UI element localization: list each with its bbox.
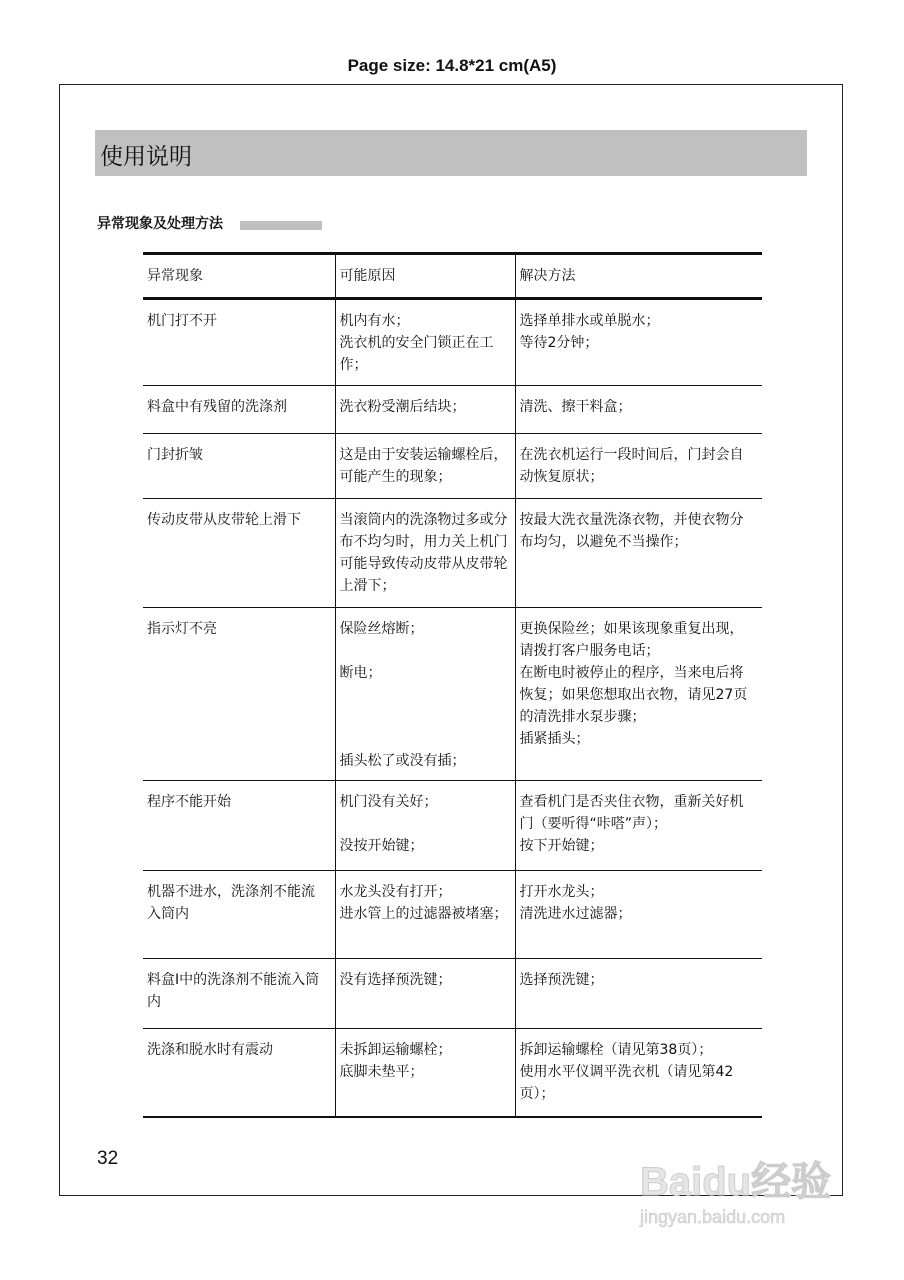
solution-line: 按最大洗衣量洗涤衣物，并使衣物分布均匀，以避免不当操作； bbox=[519, 512, 744, 550]
header-cause: 可能原因 bbox=[335, 254, 515, 299]
solution-line: 在洗衣机运行一段时间后，门封会自动恢复原状； bbox=[519, 447, 744, 485]
solution-cell bbox=[515, 608, 762, 781]
solution-cell bbox=[515, 871, 762, 959]
solution-cell bbox=[515, 499, 762, 608]
cause-line: 当滚筒内的洗涤物过多或分布不均匀时，用力关上机门可能导致传动皮带从皮带轮上滑下； bbox=[339, 512, 508, 594]
table-row bbox=[143, 386, 762, 434]
solution-cell bbox=[515, 386, 762, 434]
cause-line: 底脚未垫平； bbox=[339, 1064, 424, 1080]
symptom-cell: 传动皮带从皮带轮上滑下 bbox=[143, 499, 335, 608]
table-row bbox=[143, 499, 762, 608]
cause-line: 保险丝熔断； bbox=[339, 621, 424, 637]
table-row bbox=[143, 434, 762, 499]
table-row bbox=[143, 608, 762, 781]
cause-line: 没按开始键； bbox=[339, 838, 424, 854]
cause-line: 断电； bbox=[339, 665, 382, 681]
cause-cell bbox=[335, 871, 515, 959]
solution-cell bbox=[515, 959, 762, 1029]
watermark-url: jingyan.baidu.com bbox=[640, 1207, 786, 1227]
cause-line: 机门没有关好； bbox=[339, 794, 438, 810]
cause-cell bbox=[335, 434, 515, 499]
solution-line: 在断电时被停止的程序，当来电后将恢复；如果您想取出衣物，请见27页的清洗排水泵步骤； bbox=[519, 665, 748, 725]
symptom-cell: 门封折皱 bbox=[143, 434, 335, 499]
section-banner bbox=[95, 130, 807, 176]
table-row bbox=[143, 871, 762, 959]
solution-cell bbox=[515, 1029, 762, 1117]
subsection-underline-bar bbox=[240, 221, 322, 230]
solution-line: 更换保险丝；如果该现象重复出现，请拨打客户服务电话； bbox=[519, 621, 744, 659]
solution-cell bbox=[515, 434, 762, 499]
symptom-cell: 料盒中有残留的洗涤剂 bbox=[143, 386, 335, 434]
solution-line: 使用水平仪调平洗衣机（请见第42页）； bbox=[519, 1064, 734, 1102]
page-number: 32 bbox=[97, 1148, 119, 1169]
symptom-cell: 机门打不开 bbox=[143, 299, 335, 386]
header-solution: 解决方法 bbox=[515, 254, 762, 299]
solution-line: 选择单排水或单脱水； bbox=[519, 313, 660, 329]
cause-line: 没有选择预洗键； bbox=[339, 972, 452, 988]
solution-line: 查看机门是否夹住衣物，重新关好机门（要听得“咔嗒”声）； bbox=[519, 794, 744, 832]
cause-cell bbox=[335, 499, 515, 608]
baidu-watermark bbox=[640, 1150, 831, 1228]
cause-cell bbox=[335, 959, 515, 1029]
cause-cell bbox=[335, 299, 515, 386]
solution-line: 拆卸运输螺栓（请见第38页）； bbox=[519, 1042, 713, 1058]
section-title: 使用说明 bbox=[100, 144, 192, 170]
table-row bbox=[143, 299, 762, 386]
cause-cell bbox=[335, 608, 515, 781]
solution-line: 等待2分钟； bbox=[519, 335, 599, 351]
cause-line: 洗衣粉受潮后结块； bbox=[339, 399, 466, 415]
table-row bbox=[143, 1029, 762, 1117]
solution-line: 清洗进水过滤器； bbox=[519, 906, 632, 922]
header-symptom: 异常现象 bbox=[143, 254, 335, 299]
symptom-cell: 机器不进水，洗涤剂不能流入筒内 bbox=[143, 871, 335, 959]
table-row bbox=[143, 959, 762, 1029]
cause-cell bbox=[335, 386, 515, 434]
solution-line: 打开水龙头； bbox=[519, 884, 604, 900]
symptom-cell: 料盒I中的洗涤剂不能流入筒内 bbox=[143, 959, 335, 1029]
troubleshooting-table bbox=[143, 252, 762, 1118]
cause-line: 未拆卸运输螺栓； bbox=[339, 1042, 452, 1058]
subsection-title: 异常现象及处理方法 bbox=[97, 216, 223, 232]
solution-cell bbox=[515, 299, 762, 386]
cause-line: 水龙头没有打开； bbox=[339, 884, 452, 900]
table-header-row bbox=[143, 254, 762, 299]
cause-line: 进水管上的过滤器被堵塞； bbox=[339, 906, 508, 922]
cause-line: 插头松了或没有插； bbox=[339, 753, 466, 769]
symptom-cell: 程序不能开始 bbox=[143, 781, 335, 871]
cause-line: 机内有水； bbox=[339, 313, 410, 329]
solution-line: 选择预洗键； bbox=[519, 972, 604, 988]
cause-line: 这是由于安装运输螺栓后，可能产生的现象； bbox=[339, 447, 508, 485]
solution-line: 按下开始键； bbox=[519, 838, 604, 854]
cause-cell bbox=[335, 781, 515, 871]
table-row bbox=[143, 781, 762, 871]
page-size-label: Page size: 14.8*21 cm(A5) bbox=[347, 56, 557, 75]
solution-cell bbox=[515, 781, 762, 871]
solution-line: 清洗、擦干料盒； bbox=[519, 399, 632, 415]
symptom-cell: 指示灯不亮 bbox=[143, 608, 335, 781]
solution-line: 插紧插头； bbox=[519, 731, 590, 747]
cause-line: 洗衣机的安全门锁正在工作； bbox=[339, 335, 494, 373]
symptom-cell: 洗涤和脱水时有震动 bbox=[143, 1029, 335, 1117]
cause-cell bbox=[335, 1029, 515, 1117]
watermark-brand: Baidu经验 bbox=[640, 1160, 832, 1204]
